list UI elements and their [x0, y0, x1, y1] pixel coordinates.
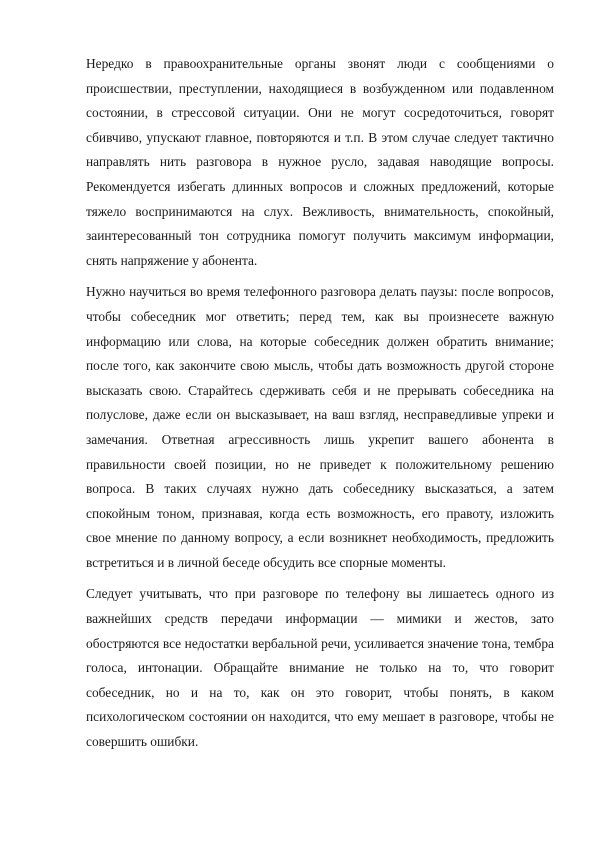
- document-page: [86, 52, 554, 762]
- paragraph: Нередко в правоохранительные органы звонят люди с сообщениями о происшествии, преступлении, находящиеся в возбужденном или подавленном состоянии, в стрессовой ситуации. Они не могут сосредоточиться, говорят сбивчиво, упускают главное, повторяются и т.п. В этом случае следует тактично направлять нить разговора в нужное русло, задавая наводящие вопросы. Рекомендуется избегать длинных вопросов и сложных предложений, которые тяжело воспринимаются на слух. Вежливость, внимательность, спокойный, заинтересованный тон сотрудника помогут получить максимум информации, снять напряжение у абонента.: [86, 56, 554, 268]
- paragraph: Следует учитывать, что при разговоре по телефону вы лишаетесь одного из важнейших средств передачи информации — мимики и жестов, зато обостряются все недостатки вербальной речи, усиливается значение тона, тембра голоса, интонации. Обращайте внимание не только на то, что говорит собеседник, но и на то, как он это говорит, чтобы понять, в каком психологическом состоянии он находится, что ему мешает в разговоре, чтобы не совершить ошибки.: [86, 586, 554, 750]
- paragraph: Нужно научиться во время телефонного разговора делать паузы: после вопросов, чтобы собеседник мог ответить; перед тем, как вы произнесете важную информацию или слова, на которые собеседник должен обратить внимание; после того, как закончите свою мысль, чтобы дать возможность другой стороне высказать свою. Старайтесь сдерживать себя и не прерывать собеседника на полуслове, даже если он высказывает, на ваш взгляд, несправедливые упреки и замечания. Ответная агрессивность лишь укрепит вашего абонента в правильности своей позиции, но не приведет к положительному решению вопроса. В таких случаях нужно дать собеседнику высказаться, а затем спокойным тоном, признавая, когда есть возможность, его правоту, изложить свое мнение по данному вопросу, а если возникнет необходимость, предложить встретиться и в личной беседе обсудить все спорные моменты.: [86, 284, 554, 570]
